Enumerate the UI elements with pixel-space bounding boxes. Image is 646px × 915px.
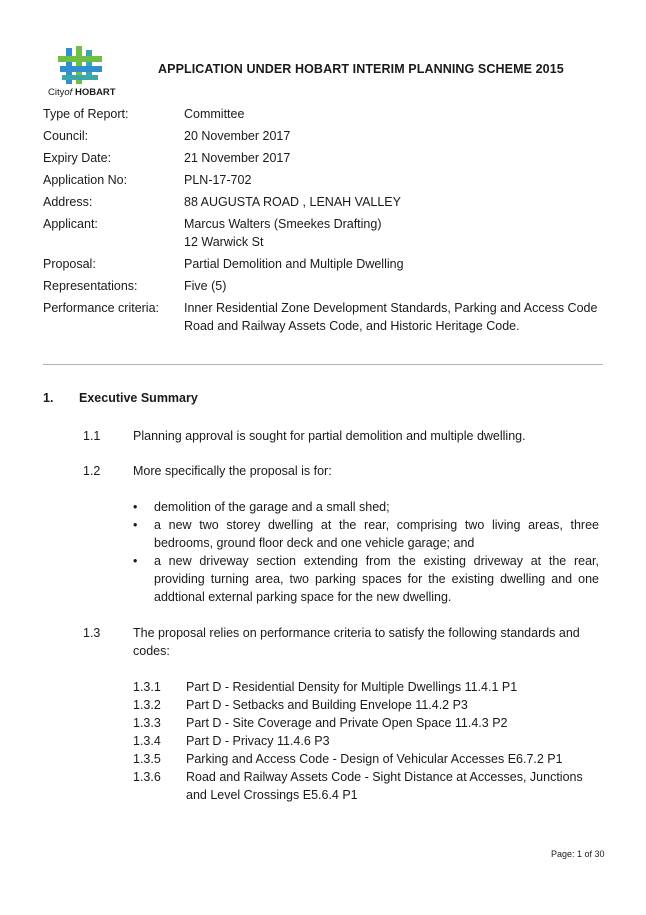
para-text: More specifically the proposal is for: (133, 464, 332, 478)
sub-item-text: Parking and Access Code - Design of Vehicular Accesses E6.7.2 P1 (186, 752, 563, 766)
field-value-applicant-line2: 12 Warwick St (184, 235, 264, 249)
sub-item-number: 1.3.6 (133, 770, 161, 784)
field-value-performance-criteria: Inner Residential Zone Development Standards, Parking and Access Code (184, 301, 598, 315)
field-label-type-of-report: Type of Report: (43, 107, 129, 121)
sub-item-text: Part D - Residential Density for Multiple Dwellings 11.4.1 P1 (186, 680, 518, 694)
bullet-icon: • (133, 518, 138, 532)
section-title: Executive Summary (79, 391, 198, 405)
logo-hobart: HOBART (74, 87, 116, 98)
sub-item-text: Part D - Site Coverage and Private Open Space 11.4.3 P2 (186, 716, 508, 730)
field-value-representations: Five (5) (184, 279, 227, 293)
field-label-address: Address: (43, 195, 93, 209)
para-number: 1.1 (83, 429, 101, 443)
para-text: The proposal relies on performance criteria to satisfy the following standards and codes: (133, 626, 580, 658)
sub-item-number: 1.3.2 (133, 698, 161, 712)
bullet-icon: • (133, 500, 138, 514)
field-value-applicant: Marcus Walters (Smeekes Drafting) (184, 217, 382, 231)
logo-mark-icon (58, 46, 102, 84)
sub-item-number: 1.3.5 (133, 752, 161, 766)
list-item: a new two storey dwelling at the rear, comprising two living areas, three bedrooms, ground floor deck and one vehicle garage; and (154, 518, 599, 550)
field-label-representations: Representations: (43, 279, 138, 293)
field-value-type-of-report: Committee (184, 107, 245, 121)
section-number: 1. (43, 391, 54, 405)
logo-of: of (64, 87, 73, 98)
sub-item-number: 1.3.1 (133, 680, 161, 694)
field-value-proposal: Partial Demolition and Multiple Dwelling (184, 257, 404, 271)
sub-item-text-line2: and Level Crossings E5.6.4 P1 (186, 788, 358, 802)
divider (43, 364, 603, 365)
page-number: Page: 1 of 30 (551, 849, 605, 859)
sub-item-number: 1.3.3 (133, 716, 161, 730)
sub-item-text: Part D - Setbacks and Building Envelope 11.4.2 P3 (186, 698, 468, 712)
field-label-performance-criteria: Performance criteria: (43, 301, 160, 315)
bullet-icon: • (133, 554, 138, 568)
sub-item-text: Road and Railway Assets Code - Sight Distance at Accesses, Junctions (186, 770, 583, 784)
field-value-expiry-date: 21 November 2017 (184, 151, 291, 165)
page-title: APPLICATION UNDER HOBART INTERIM PLANNING SCHEME 2015 (158, 62, 564, 76)
para-number: 1.3 (83, 626, 101, 640)
field-label-proposal: Proposal: (43, 257, 96, 271)
field-label-expiry-date: Expiry Date: (43, 151, 112, 165)
field-value-council: 20 November 2017 (184, 129, 291, 143)
field-label-council: Council: (43, 129, 89, 143)
list-item: demolition of the garage and a small shed; (154, 500, 390, 514)
sub-item-text: Part D - Privacy 11.4.6 P3 (186, 734, 330, 748)
para-number: 1.2 (83, 464, 101, 478)
field-value-application-no: PLN-17-702 (184, 173, 252, 187)
field-label-application-no: Application No: (43, 173, 128, 187)
sub-item-number: 1.3.4 (133, 734, 161, 748)
para-text: Planning approval is sought for partial demolition and multiple dwelling. (133, 429, 526, 443)
list-item: a new driveway section extending from the existing driveway at the rear, providing turning area, two parking spaces for the existing dwelling and one addtional external parking space for the new dwelling. (154, 554, 599, 604)
field-value-address: 88 AUGUSTA ROAD , LENAH VALLEY (184, 195, 401, 209)
field-value-performance-criteria-line2: Road and Railway Assets Code, and Historic Heritage Code. (184, 319, 520, 333)
field-label-applicant: Applicant: (43, 217, 98, 231)
logo-city: City (48, 87, 65, 98)
logo-wordmark (48, 87, 116, 98)
